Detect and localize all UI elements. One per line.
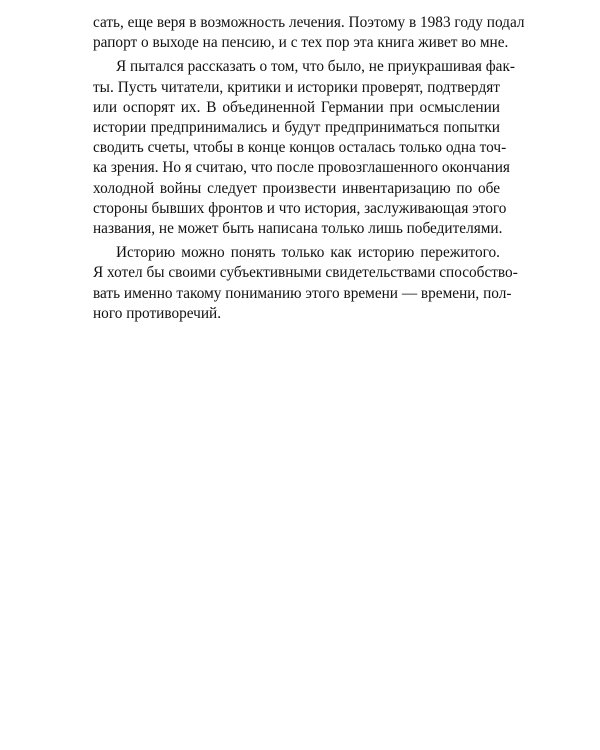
text-line: Я хотел бы своими субъективными свидетельствами способство- bbox=[93, 264, 518, 282]
text-line: названия, не может быть написана только лишь победителями. bbox=[93, 220, 503, 238]
paragraph-3 bbox=[93, 243, 518, 324]
text-line: холодной войны следует произвести инвентаризацию по обе bbox=[93, 179, 500, 197]
text-line: ка зрения. Но я считаю, что после провозглашенного окончания bbox=[93, 159, 510, 177]
text-line: сводить счеты, чтобы в конце концов осталась только одна точ- bbox=[93, 139, 507, 157]
text-line: сать, еще веря в возможность лечения. Поэтому в 1983 году подал bbox=[93, 14, 525, 31]
text-line: или оспорят их. В объединенной Германии при осмыслении bbox=[93, 98, 500, 116]
text-line: стороны бывших фронтов и что история, заслуживающая этого bbox=[93, 199, 507, 217]
text-line: истории предпринимались и будут предприниматься попытки bbox=[93, 119, 500, 137]
text-line: Я пытался рассказать о том, что было, не приукрашивая фак- bbox=[116, 58, 515, 76]
paragraph-1 bbox=[93, 13, 525, 53]
text-line: ты. Пусть читатели, критики и историки проверят, подтвердят bbox=[93, 78, 500, 96]
text-line: вать именно такому пониманию этого времени — времени, пол- bbox=[93, 284, 512, 302]
body-text bbox=[93, 13, 525, 324]
text-line: рапорт о выходе на пенсию, и с тех пор эта книга живет во мне. bbox=[93, 34, 509, 52]
text-line: Историю можно понять только как историю пережитого. bbox=[116, 244, 500, 262]
paragraph-2 bbox=[93, 57, 515, 239]
text-line: ного противоречий. bbox=[93, 304, 222, 322]
